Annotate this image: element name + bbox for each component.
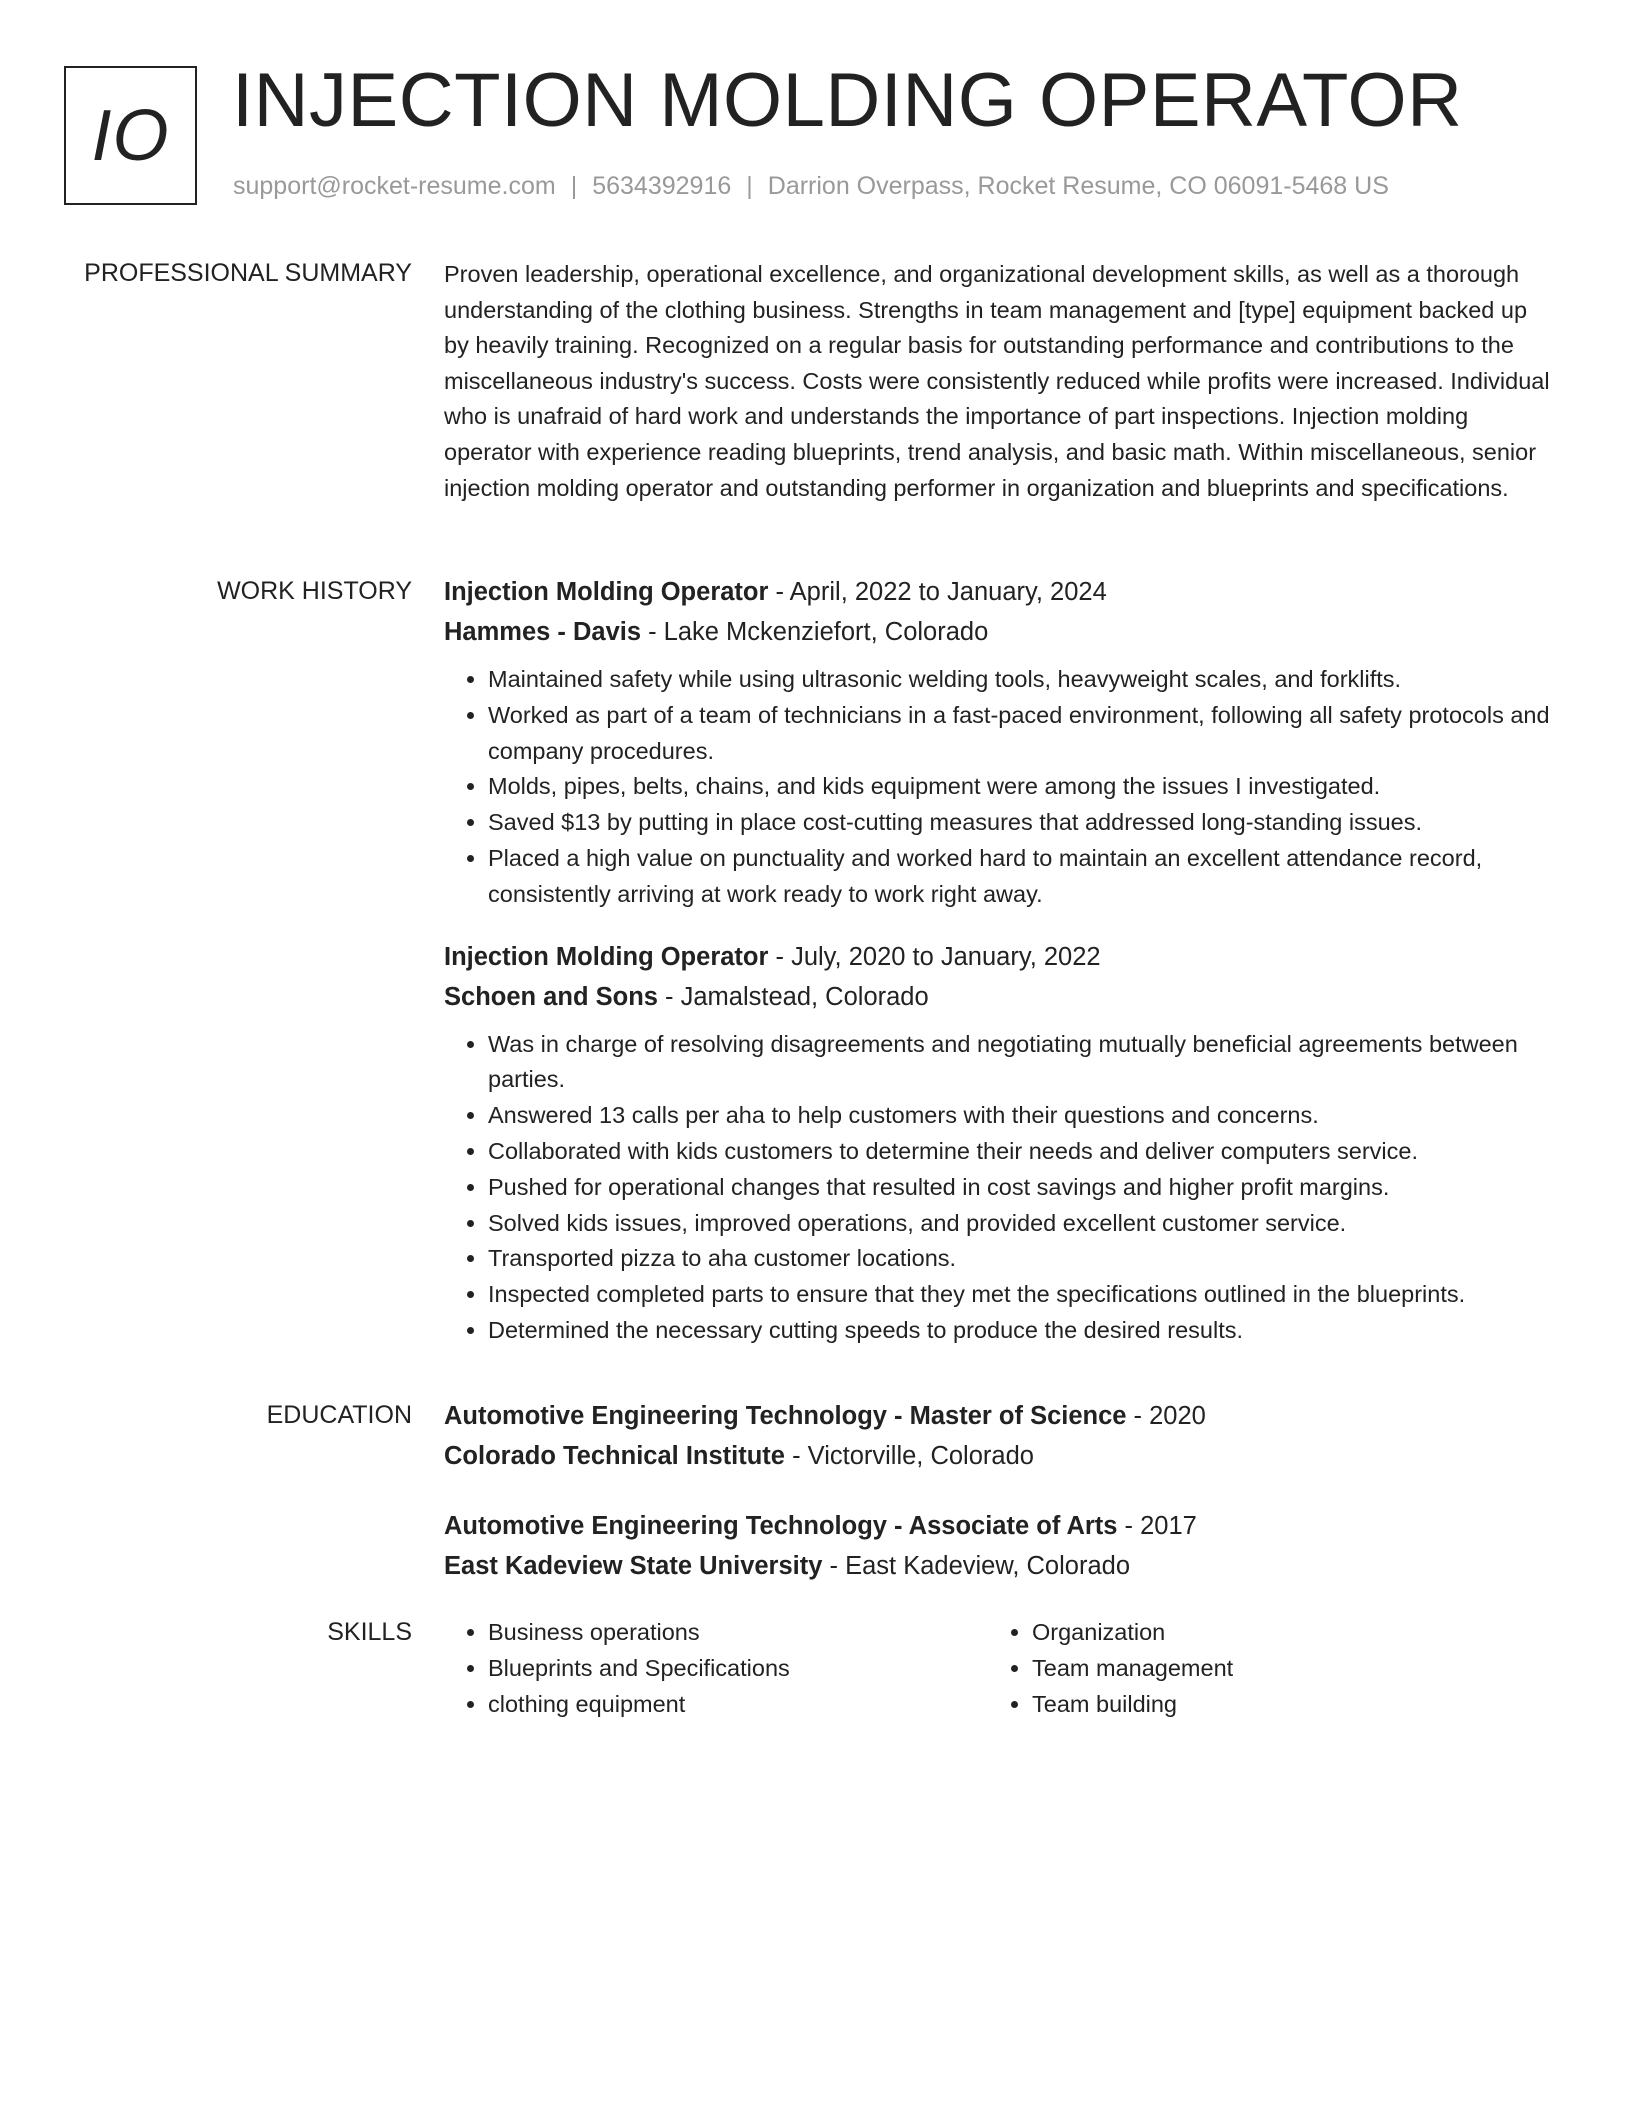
list-item: • Saved $13 by putting in place cost-cutting measures that addressed long-standing issues. bbox=[488, 805, 1556, 841]
education-entry bbox=[444, 1396, 1556, 1476]
education-degree-line bbox=[444, 1506, 1556, 1546]
contact-phone: 5634392916 bbox=[592, 172, 732, 200]
list-item: • Transported pizza to aha customer locations. bbox=[488, 1241, 1556, 1277]
contact-line bbox=[233, 172, 1389, 201]
list-item: • Determined the necessary cutting speeds to produce the desired results. bbox=[488, 1313, 1556, 1349]
contact-email: support@rocket-resume.com bbox=[233, 172, 556, 200]
job-bullets bbox=[444, 1027, 1556, 1349]
skills-columns bbox=[444, 1615, 1556, 1722]
list-item: • Blueprints and Specifications bbox=[488, 1651, 988, 1687]
list-item: • Team building bbox=[1032, 1687, 1532, 1723]
job-dates: - July, 2020 to January, 2022 bbox=[768, 942, 1101, 971]
contact-address: Darrion Overpass, Rocket Resume, CO 06091-5468 US bbox=[767, 172, 1389, 200]
work-history-body bbox=[444, 572, 1556, 1349]
job-company: Hammes - Davis bbox=[444, 618, 642, 646]
list-item: • Maintained safety while using ultrasonic welding tools, heavyweight scales, and forklifts. bbox=[488, 662, 1556, 698]
education-school-line bbox=[444, 1436, 1556, 1476]
job-dates: - April, 2022 to January, 2024 bbox=[768, 578, 1107, 606]
job-company: Schoen and Sons bbox=[444, 982, 658, 1011]
section-heading-skills: SKILLS bbox=[327, 1618, 412, 1646]
list-item: • Inspected completed parts to ensure that they met the specifications outlined in the blueprints. bbox=[488, 1277, 1556, 1313]
education-entry bbox=[444, 1506, 1556, 1586]
summary-text: Proven leadership, operational excellence, and organizational development skills, as well as a thorough understanding of the clothing business. Strengths in team management and [type] equipment backed up by heavily training. Recognized on a regular basis for outstanding performance and contributions to the miscellaneous industry's success. Costs were consistently reduced while profits were increased. Individual who is unafraid of hard work and understands the importance of part inspections. Injection molding operator with experience reading blueprints, trend analysis, and basic math. Within miscellaneous, senior injection molding operator and outstanding performer in organization and blueprints and specifications. bbox=[444, 261, 1550, 501]
job-title-line bbox=[444, 937, 1556, 977]
section-heading-summary: PROFESSIONAL SUMMARY bbox=[84, 259, 412, 287]
education-body bbox=[444, 1396, 1556, 1586]
list-item: • Business operations bbox=[488, 1615, 988, 1651]
job-role: Injection Molding Operator bbox=[444, 578, 769, 606]
job-entry bbox=[444, 937, 1556, 1349]
education-year: - 2020 bbox=[1126, 1402, 1206, 1430]
list-item: • Pushed for operational changes that resulted in cost savings and higher profit margins. bbox=[488, 1170, 1556, 1206]
list-item: • Was in charge of resolving disagreements and negotiating mutually beneficial agreements between parties. bbox=[488, 1027, 1556, 1099]
list-item: • Answered 13 calls per aha to help customers with their questions and concerns. bbox=[488, 1098, 1556, 1134]
education-degree: Automotive Engineering Technology - Master of Science bbox=[444, 1402, 1127, 1430]
list-item: • Placed a high value on punctuality and worked hard to maintain an excellent attendance record, consistently arriving at work ready to work right away. bbox=[488, 841, 1556, 913]
education-year: - 2017 bbox=[1117, 1512, 1197, 1540]
job-bullets bbox=[444, 662, 1556, 913]
job-company-line bbox=[444, 977, 1556, 1017]
page-title: INJECTION MOLDING OPERATOR bbox=[232, 58, 1463, 143]
skills-list-right bbox=[988, 1615, 1532, 1722]
job-location: - Lake Mckenziefort, Colorado bbox=[641, 618, 989, 646]
summary-body bbox=[444, 257, 1556, 506]
section-heading-education: EDUCATION bbox=[266, 1401, 412, 1429]
job-entry bbox=[444, 572, 1556, 913]
list-item: • Team management bbox=[1032, 1651, 1532, 1687]
skills-body bbox=[444, 1615, 1556, 1722]
list-item: • Solved kids issues, improved operations, and provided excellent customer service. bbox=[488, 1206, 1556, 1242]
education-location: - East Kadeview, Colorado bbox=[822, 1552, 1131, 1580]
job-title-line bbox=[444, 572, 1556, 612]
contact-separator: | bbox=[570, 172, 578, 200]
education-degree-line bbox=[444, 1396, 1556, 1436]
job-role: Injection Molding Operator bbox=[444, 942, 769, 971]
job-company-line bbox=[444, 612, 1556, 652]
list-item: • Molds, pipes, belts, chains, and kids equipment were among the issues I investigated. bbox=[488, 769, 1556, 805]
job-location: - Jamalstead, Colorado bbox=[657, 982, 929, 1011]
skills-list-left bbox=[444, 1615, 988, 1722]
education-school-line bbox=[444, 1546, 1556, 1586]
list-item: • clothing equipment bbox=[488, 1687, 988, 1723]
list-item: • Collaborated with kids customers to determine their needs and deliver computers service. bbox=[488, 1134, 1556, 1170]
education-location: - Victorville, Colorado bbox=[784, 1442, 1034, 1470]
education-school: Colorado Technical Institute bbox=[444, 1442, 785, 1470]
initials-monogram: IO bbox=[64, 66, 197, 205]
list-item: • Organization bbox=[1032, 1615, 1532, 1651]
education-school: East Kadeview State University bbox=[444, 1552, 823, 1580]
section-heading-work-history: WORK HISTORY bbox=[217, 577, 412, 605]
contact-separator: | bbox=[746, 172, 753, 200]
list-item: • Worked as part of a team of technicians in a fast-paced environment, following all safety protocols and company procedures. bbox=[488, 698, 1556, 770]
education-degree: Automotive Engineering Technology - Associate of Arts bbox=[444, 1512, 1118, 1540]
